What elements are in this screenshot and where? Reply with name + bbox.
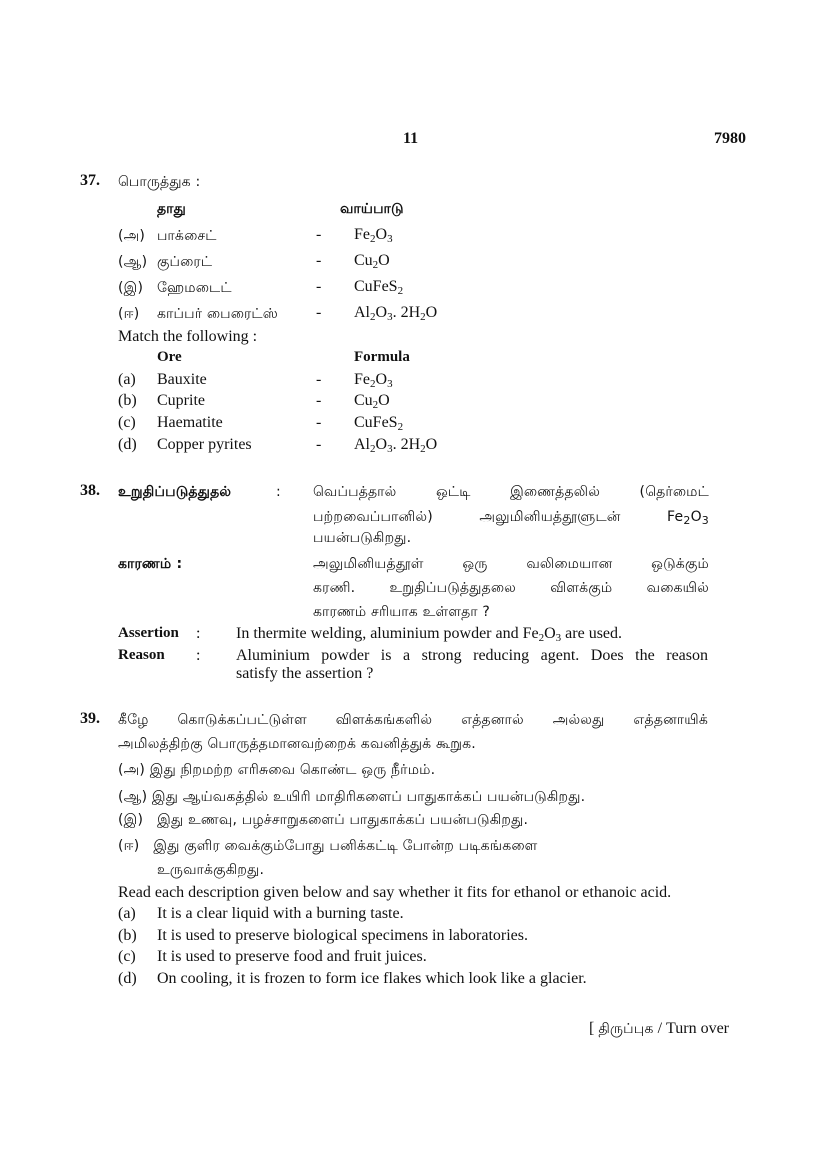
q37-ta-ore: குப்ரைட்: [157, 254, 213, 270]
q38-en-assertion-label: Assertion: [118, 625, 179, 641]
q37-en-label: (c): [118, 414, 136, 431]
q37-en-label: (a): [118, 371, 136, 388]
question-number-38: 38.: [80, 482, 100, 499]
q39-en-label: (b): [118, 927, 137, 944]
dash: -: [316, 436, 322, 453]
q37-ta-label: (ஈ): [118, 306, 140, 322]
q38-en-reason-line: satisfy the assertion ?: [236, 665, 374, 682]
formula: $Cu_2O$: [354, 392, 390, 411]
question-number-39: 39.: [80, 710, 100, 727]
q38-ta-reason-line: அலுமினியத்தூள் ஒரு வலிமையான ஒடுக்கும்: [313, 556, 709, 572]
q37-en-ore: Copper pyrites: [157, 436, 252, 453]
q39-ta-item: (ஆ) இது ஆய்வகத்தில் உயிரி மாதிரிகளைப் பாதுகாக்கப் பயன்படுகிறது.: [118, 789, 586, 805]
q37-ta-label: (ஆ): [118, 254, 148, 270]
q37-en-col-formula: Formula: [354, 349, 410, 365]
formula: $Fe_2O_3$: [354, 226, 393, 245]
dash: -: [316, 252, 322, 269]
dash: -: [316, 392, 322, 409]
formula: CuFeS$_2$: [354, 414, 404, 433]
dash: -: [316, 414, 322, 431]
q37-en-ore: Cuprite: [157, 392, 205, 409]
q39-en-item: On cooling, it is frozen to form ice flakes which look like a glacier.: [157, 970, 587, 987]
q38-en-reason-label: Reason: [118, 647, 165, 663]
dash: -: [316, 278, 322, 295]
q38-ta-assertion-label: உறுதிப்படுத்துதல்: [118, 484, 232, 500]
q39-ta-item-continued: உருவாக்குகிறது.: [157, 862, 265, 878]
dash: -: [316, 226, 322, 243]
q39-en-intro: Read each description given below and say whether it fits for ethanol or ethanoic acid.: [118, 884, 672, 901]
q37-en-col-ore: Ore: [157, 349, 182, 365]
q39-en-item: It is used to preserve food and fruit juices.: [157, 948, 427, 965]
q39-en-label: (c): [118, 948, 136, 965]
colon: :: [196, 647, 201, 664]
q39-ta-item: (ஈ) இது குளிர வைக்கும்போது பனிக்கட்டி போன்ற படிகங்களை: [118, 838, 538, 854]
formula: $Al_2O_3$. $2H_2O$: [354, 436, 438, 455]
q39-en-label: (d): [118, 970, 137, 987]
q37-ta-col-ore: தாது: [157, 201, 186, 217]
q38-ta-assertion-line: வெப்பத்தால் ஒட்டி இணைத்தலில் (தெர்மைட்: [313, 484, 709, 500]
colon: :: [276, 484, 281, 500]
q37-ta-ore: காப்பர் பைரைட்ஸ்: [157, 306, 278, 322]
formula: $Cu_2O$: [354, 252, 390, 271]
q39-ta-intro-line: கீழே கொடுக்கப்பட்டுள்ள விளக்கங்களில் எத்தனால் அல்லது எத்தனாயிக்: [118, 712, 708, 728]
page-number: 11: [403, 130, 419, 147]
q39-en-label: (a): [118, 905, 136, 922]
q37-ta-label: (அ): [118, 228, 146, 244]
question-number-37: 37.: [80, 172, 100, 189]
q39-ta-item: (அ) இது நிறமற்ற எரிசுவை கொண்ட ஒரு நீர்மம்.: [118, 762, 436, 778]
q37-en-ore: Bauxite: [157, 371, 207, 388]
q38-en-reason-line: Aluminium powder is a strong reducing agent. Does the reason: [236, 647, 708, 664]
q37-ta-ore: பாக்சைட்: [157, 228, 217, 244]
q38-ta-assertion-line: பற்றவைப்பானில்) அலுமினியத்தூளுடன் $Fe_2O_3$: [313, 509, 709, 527]
q38-ta-reason-line: கரணி. உறுதிப்படுத்துதலை விளக்கும் வகையில்: [313, 580, 709, 596]
q37-en-ore: Haematite: [157, 414, 223, 431]
q37-ta-label: (இ): [118, 280, 144, 296]
q38-ta-reason-label: காரணம் :: [118, 556, 183, 572]
q39-en-item: It is a clear liquid with a burning taste.: [157, 905, 404, 922]
q39-ta-item: (இ) இது உணவு, பழச்சாறுகளைப் பாதுகாக்கப் பயன்படுகிறது.: [118, 812, 529, 828]
dash: -: [316, 371, 322, 388]
q37-en-title: Match the following :: [118, 328, 258, 345]
q37-ta-title: பொருத்துக :: [118, 174, 201, 190]
q38-en-assertion-text: In thermite welding, aluminium powder and $Fe_2O_3$ are used.: [236, 625, 623, 644]
q39-ta-intro-line: அமிலத்திற்கு பொருத்தமானவற்றைக் கவனித்துக் கூறுக.: [118, 736, 476, 752]
paper-code: 7980: [714, 130, 746, 147]
q38-ta-reason-line: காரணம் சரியாக உள்ளதா ?: [313, 604, 491, 620]
q37-ta-col-formula: வாய்பாடு: [340, 201, 404, 217]
q39-en-item: It is used to preserve biological specimens in laboratories.: [157, 927, 529, 944]
q37-en-label: (b): [118, 392, 137, 409]
colon: :: [196, 625, 201, 642]
turn-over-note: [ திருப்புக / Turn over: [589, 1020, 729, 1037]
dash: -: [316, 304, 322, 321]
formula: CuFeS$_2$: [354, 278, 404, 297]
formula: $Fe_2O_3$: [354, 371, 393, 390]
q38-ta-assertion-line: பயன்படுகிறது.: [313, 530, 412, 546]
q37-ta-ore: ஹேமடைட்: [157, 280, 232, 296]
formula: $Al_2O_3$. $2H_2O$: [354, 304, 438, 323]
q37-en-label: (d): [118, 436, 137, 453]
